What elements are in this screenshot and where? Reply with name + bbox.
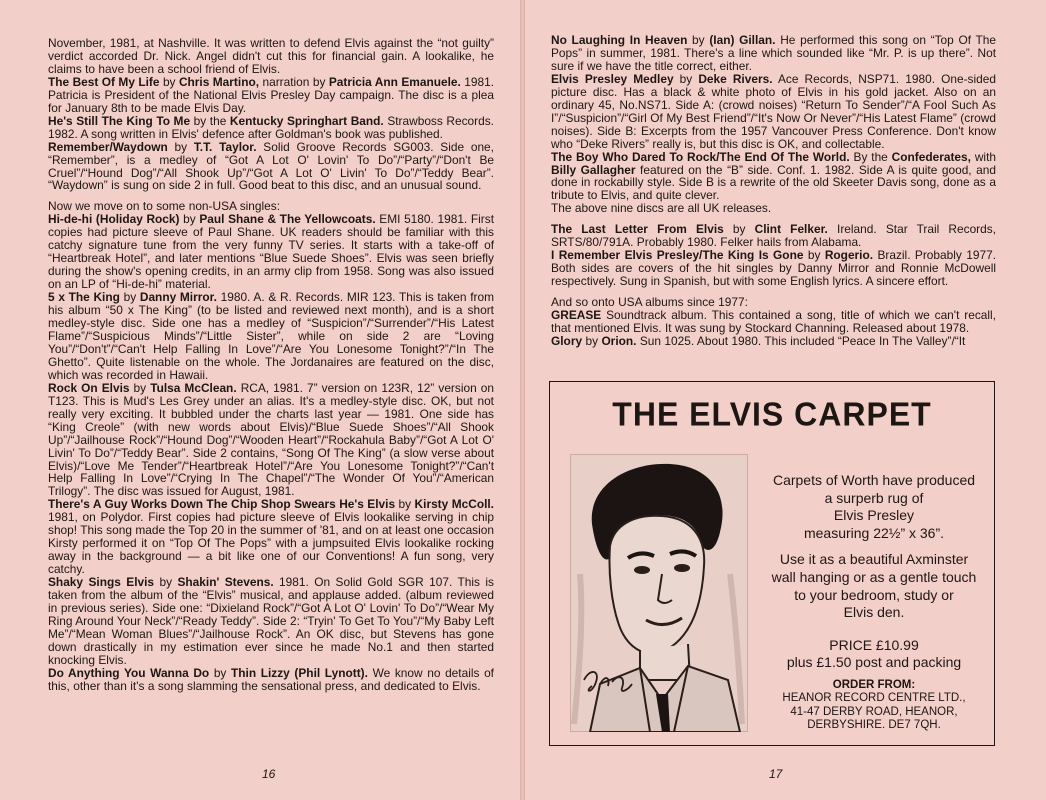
text-run: by <box>673 71 699 86</box>
bold-title-run: Chris Martino, <box>178 74 260 89</box>
bold-title-run: Deke Rivers. <box>698 71 773 86</box>
article-paragraph <box>48 213 494 291</box>
bold-title-run: The Last Letter From Elvis <box>551 222 724 237</box>
text-run: And so onto USA albums since 1977: <box>551 295 748 310</box>
text-run: Ace Records, NSP71. 1980. One-sided picture disc. Has a black & white photo of Elvis in his gold jacket. Also on an ordinary 45, No.NS71. Side A: (crowd noises) “Return To Sender”/“A Fool Such As I”/“Suspicion”/“Girl Of My Best Friend”/“It's Now Or Never”/“His Latest Flame” (crowd noises). Side B: Excerpts from the 1957 Vancouver Press Conference. Don't know who “Deke Rivers” really is, but this disc is OK, and collectable. <box>551 71 996 151</box>
text-run: by <box>159 74 179 89</box>
text-run: The above nine discs are all UK releases. <box>551 201 772 216</box>
article-paragraph <box>48 37 494 76</box>
advert-title: THE ELVIS CARPET <box>612 395 932 433</box>
page-spine <box>520 0 525 800</box>
text-run: Brazil. Probably 1977. Both sides are covers of the hit singles by Danny Mirror and Ronnie McDowell respectively. Sung in Spanish, but with some English lyrics. A sincere effort. <box>551 248 996 289</box>
text-run: Now we move on to some non-USA singles: <box>48 199 281 214</box>
bold-title-run: Rogerio. <box>824 248 874 263</box>
right-page-column <box>551 34 996 348</box>
article-paragraph <box>551 73 996 151</box>
article-paragraph <box>48 141 494 193</box>
bold-title-run: Do Anything You Wanna Do <box>48 665 210 680</box>
article-paragraph <box>551 34 996 73</box>
bold-title-run: The Best Of My Life <box>48 74 160 89</box>
advert-copy <box>763 472 985 733</box>
bold-title-run: Danny Mirror. <box>139 290 217 305</box>
advert-postage: plus £1.50 post and packing <box>786 654 962 671</box>
text-run: by <box>687 33 710 47</box>
advert-line: Use it as a beautiful Axminster <box>779 551 969 568</box>
advert-line: Elvis den. <box>843 604 905 621</box>
bold-title-run: No Laughing In Heaven <box>551 33 688 47</box>
bold-title-run: Orion. <box>601 333 637 348</box>
text-run: Ireland. Star Trail Records, SRTS/80/791A. Probably 1980. Felker hails from Alabama. <box>551 222 996 250</box>
text-run: Soundtrack album. This contained a song, title of which we can't recall, that mentioned Elvis. It was sung by Stockard Channing. Released about 1978. <box>551 308 996 336</box>
article-paragraph <box>48 115 494 141</box>
text-run: by <box>129 380 151 395</box>
article-paragraph <box>551 202 996 215</box>
text-run: narration by <box>259 74 329 89</box>
article-paragraph <box>551 335 996 348</box>
bold-title-run: Rock On Elvis <box>48 380 130 395</box>
bold-title-run: Elvis Presley Medley <box>551 71 674 86</box>
bold-title-run: Kentucky Springhart Band. <box>229 113 384 128</box>
bold-title-run: Glory <box>551 333 583 348</box>
bold-title-run: GREASE <box>551 308 602 323</box>
order-heading: ORDER FROM: <box>832 678 916 691</box>
bold-title-run: Kirsty McColl. <box>414 497 494 512</box>
text-run: 1981. Patricia is President of the National Elvis Presley Day campaign. The disc is a plea for January 8th to be made Elvis Day. <box>48 74 495 115</box>
right-page-number: 17 <box>769 767 783 781</box>
text-run: by <box>209 665 231 680</box>
bold-title-run: The Boy Who Dared To Rock/The End Of The World. <box>551 149 850 164</box>
text-run: EMI 5180. 1981. First copies had picture sleeve of Paul Shane. UK readers should be familiar with this catchy signature tune from the very funny TV series. It starts with a take-off of “Heartbreak Hotel”, and later mentions “Blue Suede Shoes”. Elvis was seen briefly during the show's opening credits, in an army clip from 1958. Song was also issued on an LP of “Hi-de-hi” material. <box>48 212 494 292</box>
elvis-carpet-advert <box>549 381 995 746</box>
advert-price: PRICE £10.99 <box>829 636 919 653</box>
bold-title-run: Clint Felker. <box>754 222 828 237</box>
text-run: by the <box>190 113 230 128</box>
bold-title-run: T.T. Taylor. <box>193 139 257 154</box>
article-paragraph <box>48 667 494 693</box>
advert-intro <box>763 472 985 542</box>
text-run: featured on the “B” side. Conf. 1. 1982. Side A is quite good, and done in rockabilly style. Side B is a rewrite of the old Skeeter Davis song, done as a tribute to Elvis, and quite clever. <box>551 162 996 203</box>
advert-line: Elvis Presley <box>833 507 915 524</box>
advert-line: to your bedroom, study or <box>794 586 954 603</box>
text-run: Strawboss Records. 1982. A song written in Elvis' defence after Goldman's book was published. <box>48 113 494 141</box>
bold-title-run: 5 x The King <box>48 290 120 305</box>
text-run: by <box>167 139 194 154</box>
bold-title-run: I Remember Elvis Presley/The King Is Gone <box>551 248 804 263</box>
article-paragraph <box>551 309 996 335</box>
article-paragraph <box>48 76 494 115</box>
text-run: 1981. On Solid Gold SGR 107. This is taken from the album of the “Elvis” musical, and applause added. (album reviewed in previous series). Side one: “Dixieland Rock”/“Got A Lot O' Lovin' To Do”/“Wear My Ring Around Your Neck”/“Ready Teddy”. Side 2: “Tryin' To Get To You”/“My Baby Left Me”/“Mean Woman Blues”/“Jailhouse Rock”. An OK disc, but Stevens has gone down drastically in my estimation ever since he made No.1 and then started knocking Elvis. <box>48 575 494 667</box>
elvis-portrait-image <box>570 454 748 732</box>
article-paragraph <box>48 291 494 382</box>
text-run: Solid Groove Records SG003. Side one, “Remember”, is a medley of “Got A Lot O' Lovin' To Do”/“Party”/“Don't Be Cruel”/“Hound Dog”/“All Shook Up”/“Got A Lot O' Livin' To Do”/“Teddy Bear”. “Waydown” is sung on side 2 in full. Good beat to this disc, and an unusual sound. <box>48 139 494 193</box>
article-paragraph <box>551 249 996 288</box>
bold-title-run: Paul Shane & The Yellowcoats. <box>199 212 376 227</box>
advert-line: measuring 22½” x 36”. <box>803 524 945 541</box>
text-run: 1981, on Polydor. First copies had picture sleeve of Elvis lookalike serving in chip shop! This song made the Top 20 in the summer of '81, and on at least one occasion Kirsty performed it on “Top Of The Pops” with a jumpsuited Elvis lookalike rocking away in the background — a bit like one of our Conventions! A fun song, very catchy. <box>48 510 494 577</box>
text-run: by <box>119 290 140 305</box>
bold-title-run: Remember/Waydown <box>48 139 168 154</box>
advert-order-block <box>763 679 985 733</box>
address-line: 41-47 DERBY ROAD, HEANOR, <box>790 705 958 718</box>
article-paragraph <box>48 498 494 576</box>
text-run: By the <box>849 149 892 164</box>
text-run: We know no details of this, other than it's a song slamming the sensational press, and dedicated to Elvis. <box>48 665 494 693</box>
bold-title-run: (Ian) Gillan. <box>709 33 776 47</box>
article-paragraph <box>551 151 996 203</box>
text-run: November, 1981, at Nashville. It was written to defend Elvis against the “not guilty” verdict accorded Dr. Nick. Angel didn't cut this for financial gain. A lookalike, he claims to have been a school friend of Elvis. <box>48 36 494 76</box>
text-run: 1980. A. & R. Records. MIR 123. This is taken from his album “50 x The King” (to be listed and reviewed next month), and is a short medley-style disc. Side one has a medley of “Suspicion”/“Surrender”/“His Latest Flame”/“Suspicious Minds”/“Little Sister”, while on side 2 are “Loving You”/“Don't”/“Can't Help Falling In Love”/“Are You Lonesome Tonight?”/“In The Ghetto”. Quite listenable on the whole. The Jordanaires are featured on the disc, which was recorded in Hawaii. <box>48 290 494 382</box>
address-line: HEANOR RECORD CENTRE LTD., <box>782 692 966 705</box>
bold-title-run: Patricia Ann Emanuele. <box>328 74 461 89</box>
text-run: by <box>582 333 602 348</box>
bold-title-run: Shaky Sings Elvis <box>48 575 155 590</box>
article-paragraph <box>48 382 494 499</box>
text-run: by <box>154 575 178 590</box>
bold-title-run: There's A Guy Works Down The Chip Shop Swears He's Elvis <box>48 497 396 512</box>
text-run: by <box>723 222 755 237</box>
bold-title-run: Hi-de-hi (Holiday Rock) <box>48 212 180 227</box>
article-paragraph <box>551 223 996 249</box>
left-page-number: 16 <box>262 767 276 781</box>
bold-title-run: Shakin' Stevens. <box>177 575 274 590</box>
bold-title-run: Billy Gallagher <box>551 162 636 177</box>
text-run: RCA, 1981. 7” version on 123R, 12” version on T123. This is Mud's Les Grey under an alias. It's a medley-style disc. OK, but not really very exciting. It bubbled under the charts last year — 1981. One side has “King Creole” (with new words about Elvis)/“Blue Suede Shoes”/“All Shook Up”/“Jailhouse Rock”/“Hound Dog”/“Wooden Heart”/“Rockahula Baby”/“Got A Lot O' Livin' To Do”/“Teddy Bear”. Side 2 contains, “Song Of The King” (a slow verse about Elvis)/“Love Me Tender”/“Heartbreak Hotel”/“Are You Lonesome Tonight?”/“Can't Help Falling In Love”/“Crying In The Chapel”/“The Wonder Of You”/“American Trilogy”. The disc was issued for August, 1981. <box>48 380 494 499</box>
advert-line: wall hanging or as a gentle touch <box>771 568 977 585</box>
text-run: by <box>179 212 200 227</box>
advert-line: a surperb rug of <box>824 489 924 506</box>
advert-line: Carpets of Worth have produced <box>772 472 976 488</box>
text-run: by <box>803 248 825 263</box>
bold-title-run: Confederates, <box>891 149 971 164</box>
text-run: Sun 1025. About 1980. This included “Peace In The Valley”/“It <box>636 333 966 348</box>
address-line: DERBYSHIRE. DE7 7QH. <box>807 719 941 732</box>
bold-title-run: He's Still The King To Me <box>48 113 191 128</box>
bold-title-run: Thin Lizzy (Phil Lynott). <box>231 665 368 680</box>
text-run: with <box>970 149 996 164</box>
text-run: He performed this song on “Top Of The Pops” in summer, 1981. There's a line which sounded like “Mr. P. is up there”. Not sure if we have the title correct, either. <box>551 33 997 73</box>
text-run: by <box>395 497 415 512</box>
article-paragraph <box>48 576 494 667</box>
bold-title-run: Tulsa McClean. <box>150 380 237 395</box>
left-page-column <box>48 37 494 693</box>
advert-usage <box>763 551 985 621</box>
